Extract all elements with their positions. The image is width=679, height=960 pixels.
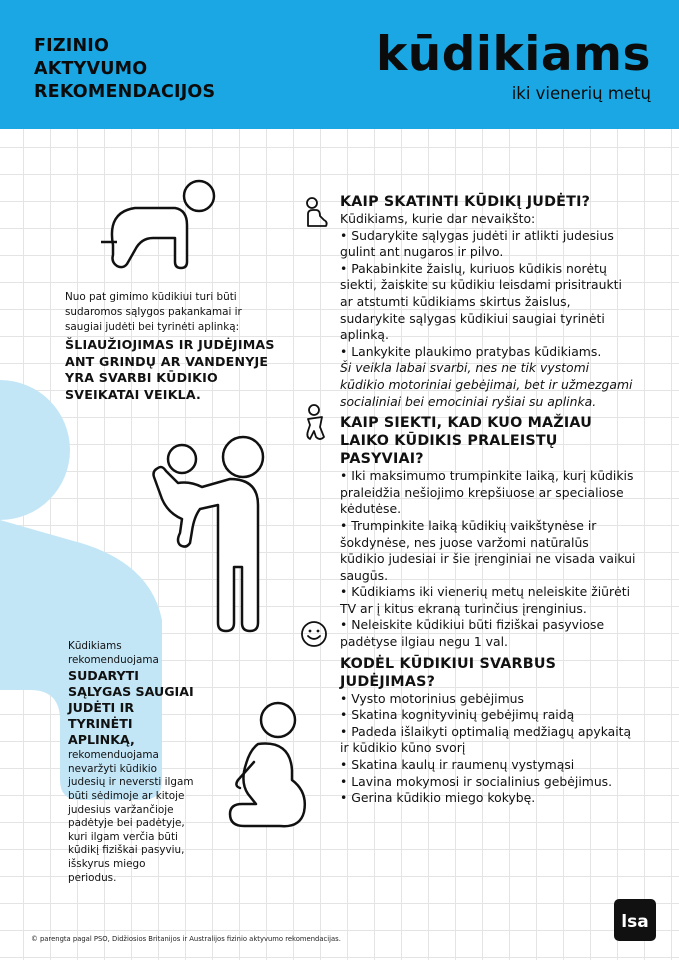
smiley-icon: [300, 620, 328, 648]
list-item: • Iki maksimumo trumpinkite laiką, kurį kūdikis praleidžia nešiojimo krepšiuose ar specialiose kėdutėse.: [340, 468, 634, 517]
list-item: • Kūdikiams iki vienerių metų neleiskite žiūrėti TV ar į kitus ekraną turinčius įrenginius.: [340, 584, 631, 616]
list-item: • Padeda išlaikyti optimalią medžiagų apykaitą ir kūdikio kūno svorį: [340, 723, 632, 756]
header-left-title: [34, 35, 215, 104]
list-item: • Trumpinkite laiką kūdikių vaikštynėse ir šokdynėse, nes juose varžomi natūralūs kūdikio judesiai ir šie įrenginiai ne visada vaikui saugūs.: [340, 517, 636, 583]
sitting-baby-icon: [218, 700, 318, 835]
list-item: • Skatina kaulų ir raumenų vystymąsi: [340, 757, 575, 773]
page-subtitle: iki vienerių metų: [511, 84, 651, 103]
left-bottom-post: rekomenduojama nevaržyti kūdikio judesių ir neversti ilgam būti sėdimoje ar kitoje judesius varžančioje padėtyje bei padėtyje, kuri ilgam verčia būti kūdikį fiziškai pasyviu, išskyrus miego periodus.: [68, 749, 194, 884]
left-intro-text: Nuo pat gimimo kūdikiui turi būti sudaromos sąlygos pakankamai ir saugiai judėti bei tyrinėti aplinką:: [65, 291, 242, 333]
section-why-movement: [340, 655, 636, 807]
section-2-title: KAIP SIEKTI, KAD KUO MAŽIAU LAIKO KŪDIKIS PRALEISTŲ PASYVIAI?: [340, 415, 593, 468]
section-3-list: [340, 691, 636, 807]
section-1-list: [340, 228, 636, 361]
section-1-note: Ši veikla labai svarbi, nes ne tik vystomi kūdikio motoriniai gebėjimai, bet ir užmezgami socialiniai bei emociniai ryšiai su aplinka.: [340, 360, 633, 409]
footer-source-note: © parengta pagal PSO, Didžiosios Britanijos ir Australijos fizinio aktyvumo rekomendacijas.: [31, 935, 341, 943]
section-2-list: [340, 468, 636, 651]
header-banner: [0, 0, 679, 129]
list-item: • Pakabinkite žaislų, kuriuos kūdikis norėtų siekti, žaiskite su kūdikiu leisdami prisitraukti ar atstumti kūdikiams skirtus žaislus, sudarykite sąlygas kūdikiui saugiai tyrinėti aplinką.: [340, 260, 622, 343]
baby-lifted-icon: [304, 403, 328, 443]
left-bottom-block: [68, 640, 196, 885]
section-how-to-encourage: [340, 193, 636, 410]
baby-figure-icon: [304, 196, 330, 230]
page-title: kūdikiams: [375, 27, 651, 82]
right-column: [340, 193, 636, 807]
section-1-title: KAIP SKATINTI KŪDIKĮ JUDĖTI?: [340, 194, 591, 210]
header-line-2: AKTYVUMO: [34, 59, 148, 79]
adult-holding-baby-icon: [150, 435, 285, 635]
list-item: • Lankykite plaukimo pratybas kūdikiams.: [340, 343, 602, 359]
section-1-intro: Kūdikiams, kurie dar nevaikšto:: [340, 211, 536, 226]
list-item: • Skatina kognityvinių gebėjimų raidą: [340, 707, 575, 723]
crawling-baby-icon: [95, 170, 225, 270]
left-bottom-bold: SUDARYTI SĄLYGAS SAUGIAI JUDĖTI IR TYRINĖTI APLINKĄ,: [68, 668, 194, 748]
section-3-title: KODĖL KŪDIKIUI SVARBUS JUDĖJIMAS?: [340, 655, 557, 690]
header-line-3: REKOMENDACIJOS: [34, 82, 216, 102]
list-item: • Sudarykite sąlygas judėti ir atlikti judesius gulint ant nugaros ir pilvo.: [340, 227, 614, 260]
list-item: • Vysto motorinius gebėjimus: [340, 690, 524, 706]
logo-text: lsa: [621, 912, 649, 932]
list-item: • Neleiskite kūdikiui būti fiziškai pasyviose padėtyse ilgiau negu 1 val.: [340, 617, 605, 650]
left-bold-statement: ŠLIAUŽIOJIMAS IR JUDĖJIMAS ANT GRINDŲ AR VANDENYJE YRA SVARBI KŪDIKIO SVEIKATAI VEIKLA.: [65, 337, 275, 402]
left-bottom-pre: Kūdikiams rekomenduojama: [68, 640, 159, 666]
section-reduce-passive-time: [340, 414, 636, 651]
list-item: • Gerina kūdikio miego kokybę.: [340, 790, 536, 806]
lsa-logo-icon: [613, 898, 657, 942]
list-item: • Lavina mokymosi ir socialinius gebėjimus.: [340, 773, 613, 789]
header-line-1: FIZINIO: [34, 36, 110, 56]
